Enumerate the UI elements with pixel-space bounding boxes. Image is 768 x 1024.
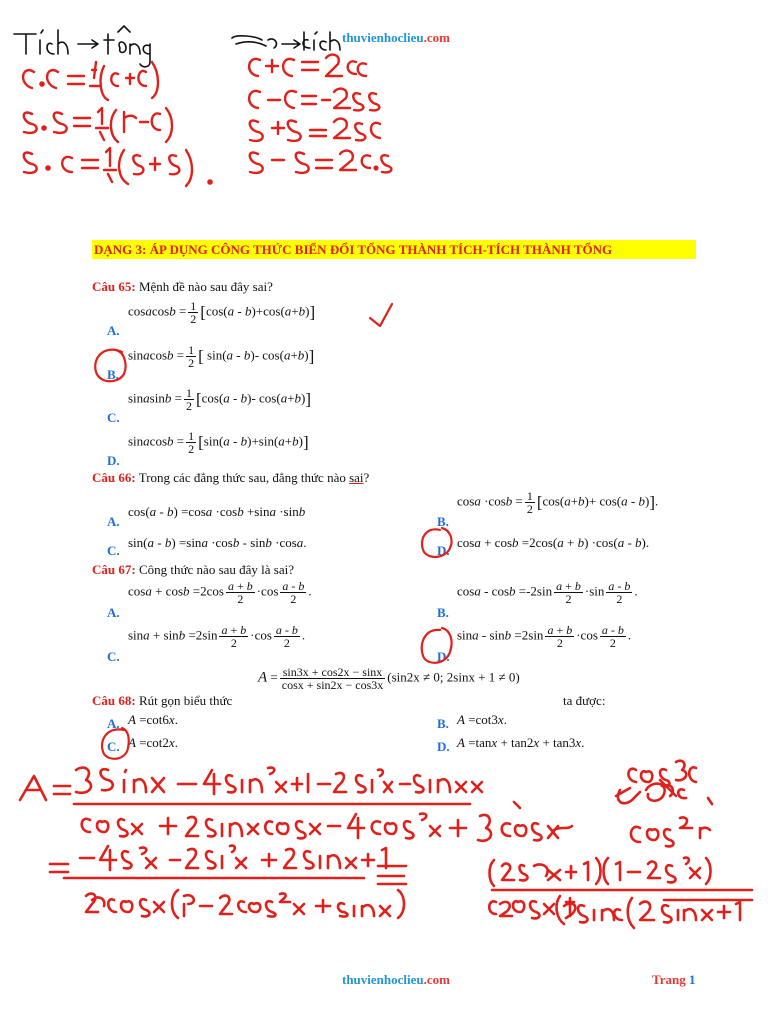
q65-option-a-formula[interactable]: cosacosb = $\frac{1}{2}$ [cos(a - b)+cos(a+b)] [128, 299, 316, 326]
footer-site-part1: thuvienhoclieu [342, 972, 424, 987]
header-site-name[interactable] [342, 30, 450, 46]
q65-option-b-formula[interactable]: sinacosb = $\frac{1}{2}$ [ sin(a - b)- cos(a+b)] [128, 343, 315, 370]
section-title: DẠNG 3: ÁP DỤNG CÔNG THỨC BIẾN ĐỔI TỔNG THÀNH TÍCH-TÍCH THÀNH TỔNG [92, 240, 696, 259]
q67-option-c-formula[interactable]: sina + sinb =2sin $\frac{a + b}{2}$ ·cos $\frac{a - b}{2}$ . [128, 623, 306, 650]
q65-option-d-formula[interactable]: sinacosb = $\frac{1}{2}$ [sin(a - b)+sin(a+b)] [128, 429, 309, 456]
q68-text-after: ta được: [563, 693, 606, 708]
q66-option-c-label[interactable]: C. [107, 543, 120, 558]
q68-option-d-label[interactable]: D. [437, 739, 450, 754]
question-text: Trong các đẳng thức sau, đẳng thức nào [138, 470, 350, 485]
q65-option-d-label[interactable]: D. [107, 453, 120, 468]
q68-option-c-label[interactable]: C. [107, 739, 120, 754]
q65-option-b-label[interactable]: B. [107, 367, 119, 382]
question-emphasis: sai [349, 470, 364, 485]
q65-option-a-label[interactable]: A. [107, 323, 120, 338]
question-number: Câu 67: [92, 562, 136, 577]
footer-site-part2: .com [423, 972, 450, 987]
page-label: Trang [652, 972, 689, 987]
question-67 [92, 562, 294, 578]
question-text: Công thức nào sau đây là sai? [138, 562, 295, 577]
page-number [652, 972, 695, 988]
q68-denominator: cosx + sin2x − cos3x [281, 678, 384, 692]
question-number: Câu 66: [92, 470, 136, 485]
site-name-part1: thuvienhoclieu [342, 30, 424, 45]
q67-option-a-label[interactable]: A. [107, 605, 120, 620]
q66-option-a-formula[interactable]: cos(a - b) =cosa ·cosb +sina ·sinb [128, 504, 306, 519]
q66-option-b-label[interactable]: B. [437, 514, 449, 529]
q67-option-b-label[interactable]: B. [437, 605, 449, 620]
checkmark-icon [370, 304, 392, 326]
q66-option-a-label[interactable]: A. [107, 514, 120, 529]
q68-expression: A = $\frac{\sin 3x + \cos 2x - \sin x}{\cos x + \sin 2x - \cos 3x}$ (sin2x ≠ 0; 2sinx + 1 ≠ 0) [258, 665, 520, 692]
question-68 [92, 693, 232, 709]
q68-option-d-formula[interactable]: A =tanx + tan2x + tan3x. [457, 735, 585, 750]
q68-option-b-formula[interactable]: A =cot3x. [457, 712, 507, 727]
question-65 [92, 279, 273, 295]
q68-option-a-formula[interactable]: A =cot6x. [128, 712, 178, 727]
q67-option-c-label[interactable]: C. [107, 649, 120, 664]
q65-option-c-formula[interactable]: sinasinb = $\frac{1}{2}$ [cos(a - b)- cos(a+b)] [128, 386, 312, 413]
question-number: Câu 65: [92, 279, 136, 294]
question-number: Câu 68: [92, 693, 136, 708]
q66-option-c-formula[interactable]: sin(a - b) =sina ·cosb - sinb ·cosa. [128, 535, 307, 550]
question-66: Câu 66: Trong các đẳng thức sau, đẳng thức nào sai? [92, 470, 370, 485]
q67-option-a-formula[interactable]: cosa + cosb =2cos $\frac{a + b}{2}$ ·cos $\frac{a - b}{2}$ . [128, 579, 312, 606]
q66-option-d-formula[interactable]: cosa + cosb =2cos(a + b) ·cos(a - b). [457, 535, 650, 550]
question-text: Mệnh đề nào sau đây sai? [138, 279, 273, 294]
site-name-part2: .com [423, 30, 450, 45]
q66-option-b-formula[interactable]: cosa ·cosb = $\frac{1}{2}$ [cos(a+b)+ cos(a - b)]. [457, 489, 659, 516]
q67-option-d-formula[interactable]: sina - sinb =2sin $\frac{a + b}{2}$ ·cos $\frac{a - b}{2}$ . [457, 623, 632, 650]
q68-option-a-label[interactable]: A. [107, 716, 120, 731]
q67-option-d-label[interactable]: D. [437, 649, 450, 664]
q65-option-c-label[interactable]: C. [107, 410, 120, 425]
q68-option-b-label[interactable]: B. [437, 716, 449, 731]
q66-option-d-label[interactable]: D. [437, 543, 450, 558]
question-text: Rút gọn biểu thức [138, 693, 233, 708]
footer-site-name[interactable] [342, 972, 450, 988]
q68-condition: (sin2x ≠ 0; 2sinx + 1 ≠ 0) [387, 669, 520, 685]
page-number-value: 1 [688, 972, 696, 987]
q67-option-b-formula[interactable]: cosa - cosb =-2sin $\frac{a + b}{2}$ ·sin $\frac{a - b}{2}$ . [457, 579, 638, 606]
q68-option-c-formula[interactable]: A =cot2x. [128, 735, 178, 750]
q68-numerator: sin3x + cos2x − sinx [280, 666, 386, 679]
